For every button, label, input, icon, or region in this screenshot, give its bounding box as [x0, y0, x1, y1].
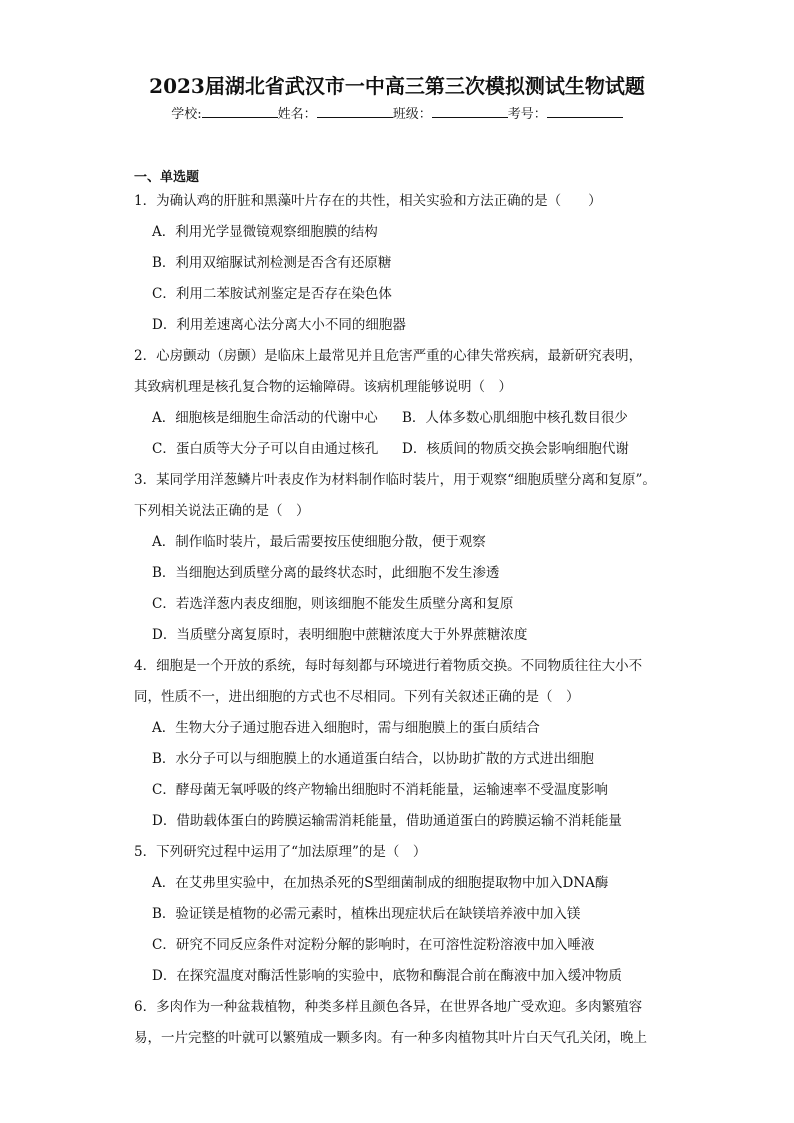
question-4-stem: 4．细胞是一个开放的系统，每时每刻都与环境进行着物质交换。不同物质往往大小不 [134, 658, 643, 674]
page-title: 2023届湖北省武汉市一中高三第三次模拟测试生物试题 [149, 74, 645, 98]
exam-no-blank[interactable] [547, 105, 623, 118]
student-info-line [0, 103, 794, 122]
name-label: 姓名： [277, 107, 317, 122]
section-heading: 一、单选题 [134, 170, 200, 185]
question-2-options-row-2 [134, 434, 674, 465]
question-4-stem-cont: 同，性质不一，进出细胞的方式也不尽相同。下列有关叙述正确的是（ ） [134, 689, 580, 705]
question-2-option-b: B．人体多数心肌细胞中核孔数目很少 [402, 410, 628, 426]
question-5-option-a: A．在艾弗里实验中，在加热杀死的S型细菌制成的细胞提取物中加入DNA酶 [152, 875, 609, 891]
question-2-option-c: C．蛋白质等大分子可以自由通过核孔 [152, 441, 379, 457]
question-5-option-c: C．研究不同反应条件对淀粉分解的影响时，在可溶性淀粉溶液中加入唾液 [152, 937, 595, 953]
question-2-option-d: D．核质间的物质交换会影响细胞代谢 [402, 441, 629, 457]
question-2-options-row-1 [134, 403, 674, 434]
class-blank[interactable] [432, 105, 508, 118]
question-4-option-c: C．酵母菌无氧呼吸的终产物输出细胞时不消耗能量，运输速率不受温度影响 [152, 782, 608, 798]
question-2-stem-cont: 其致病机理是核孔复合物的运输障碍。该病机理能够说明（ ） [134, 379, 512, 395]
question-1-option-b: B．利用双缩脲试剂检测是否含有还原糖 [152, 255, 392, 271]
question-3-stem-cont: 下列相关说法正确的是（ ） [134, 503, 310, 519]
question-1-option-a: A．利用光学显微镜观察细胞膜的结构 [152, 224, 378, 240]
question-3-option-d: D．当质壁分离复原时，表明细胞中蔗糖浓度大于外界蔗糖浓度 [152, 627, 528, 643]
name-blank[interactable] [317, 105, 393, 118]
question-list [134, 186, 674, 1054]
question-4-option-d: D．借助载体蛋白的跨膜运输需消耗能量，借助通道蛋白的跨膜运输不消耗能量 [152, 813, 622, 829]
question-3-stem: 3．某同学用洋葱鳞片叶表皮作为材料制作临时装片，用于观察“细胞质壁分离和复原”。 [134, 472, 656, 488]
question-3-option-c: C．若选洋葱内表皮细胞，则该细胞不能发生质壁分离和复原 [152, 596, 514, 612]
school-label: 学校: [171, 107, 202, 122]
question-3-option-b: B．当细胞达到质壁分离的最终状态时，此细胞不发生渗透 [152, 565, 500, 581]
question-6-stem-cont: 易，一片完整的叶就可以繁殖成一颗多肉。有一种多肉植物其叶片白天气孔关闭，晚上 [134, 1030, 647, 1046]
class-label: 班级： [392, 107, 432, 122]
question-5-option-b: B．验证镁是植物的必需元素时，植株出现症状后在缺镁培养液中加入镁 [152, 906, 581, 922]
question-1-option-c: C．利用二苯胺试剂鉴定是否存在染色体 [152, 286, 392, 302]
exam-no-label: 考号： [507, 107, 547, 122]
question-1-option-d: D．利用差速离心法分离大小不同的细胞器 [152, 317, 406, 333]
question-2-option-a: A．细胞核是细胞生命活动的代谢中心 [152, 410, 378, 426]
question-2-stem: 2．心房颤动（房颤）是临床上最常见并且危害严重的心律失常疾病，最新研究表明， [134, 348, 643, 364]
question-6-stem: 6．多肉作为一种盆栽植物，种类多样且颜色各异，在世界各地广受欢迎。多肉繁殖容 [134, 999, 643, 1015]
school-blank[interactable] [202, 105, 278, 118]
question-4-option-a: A．生物大分子通过胞吞进入细胞时，需与细胞膜上的蛋白质结合 [152, 720, 540, 736]
question-5-option-d: D．在探究温度对酶活性影响的实验中，底物和酶混合前在酶液中加入缓冲物质 [152, 968, 622, 984]
question-3-option-a: A．制作临时装片，最后需要按压使细胞分散，便于观察 [152, 534, 486, 550]
question-5-stem: 5．下列研究过程中运用了“加法原理”的是（ ） [134, 844, 427, 860]
question-1-stem: 1．为确认鸡的肝脏和黑藻叶片存在的共性，相关实验和方法正确的是（ ） [134, 193, 602, 209]
question-4-option-b: B．水分子可以与细胞膜上的水通道蛋白结合，以协助扩散的方式进出细胞 [152, 751, 594, 767]
